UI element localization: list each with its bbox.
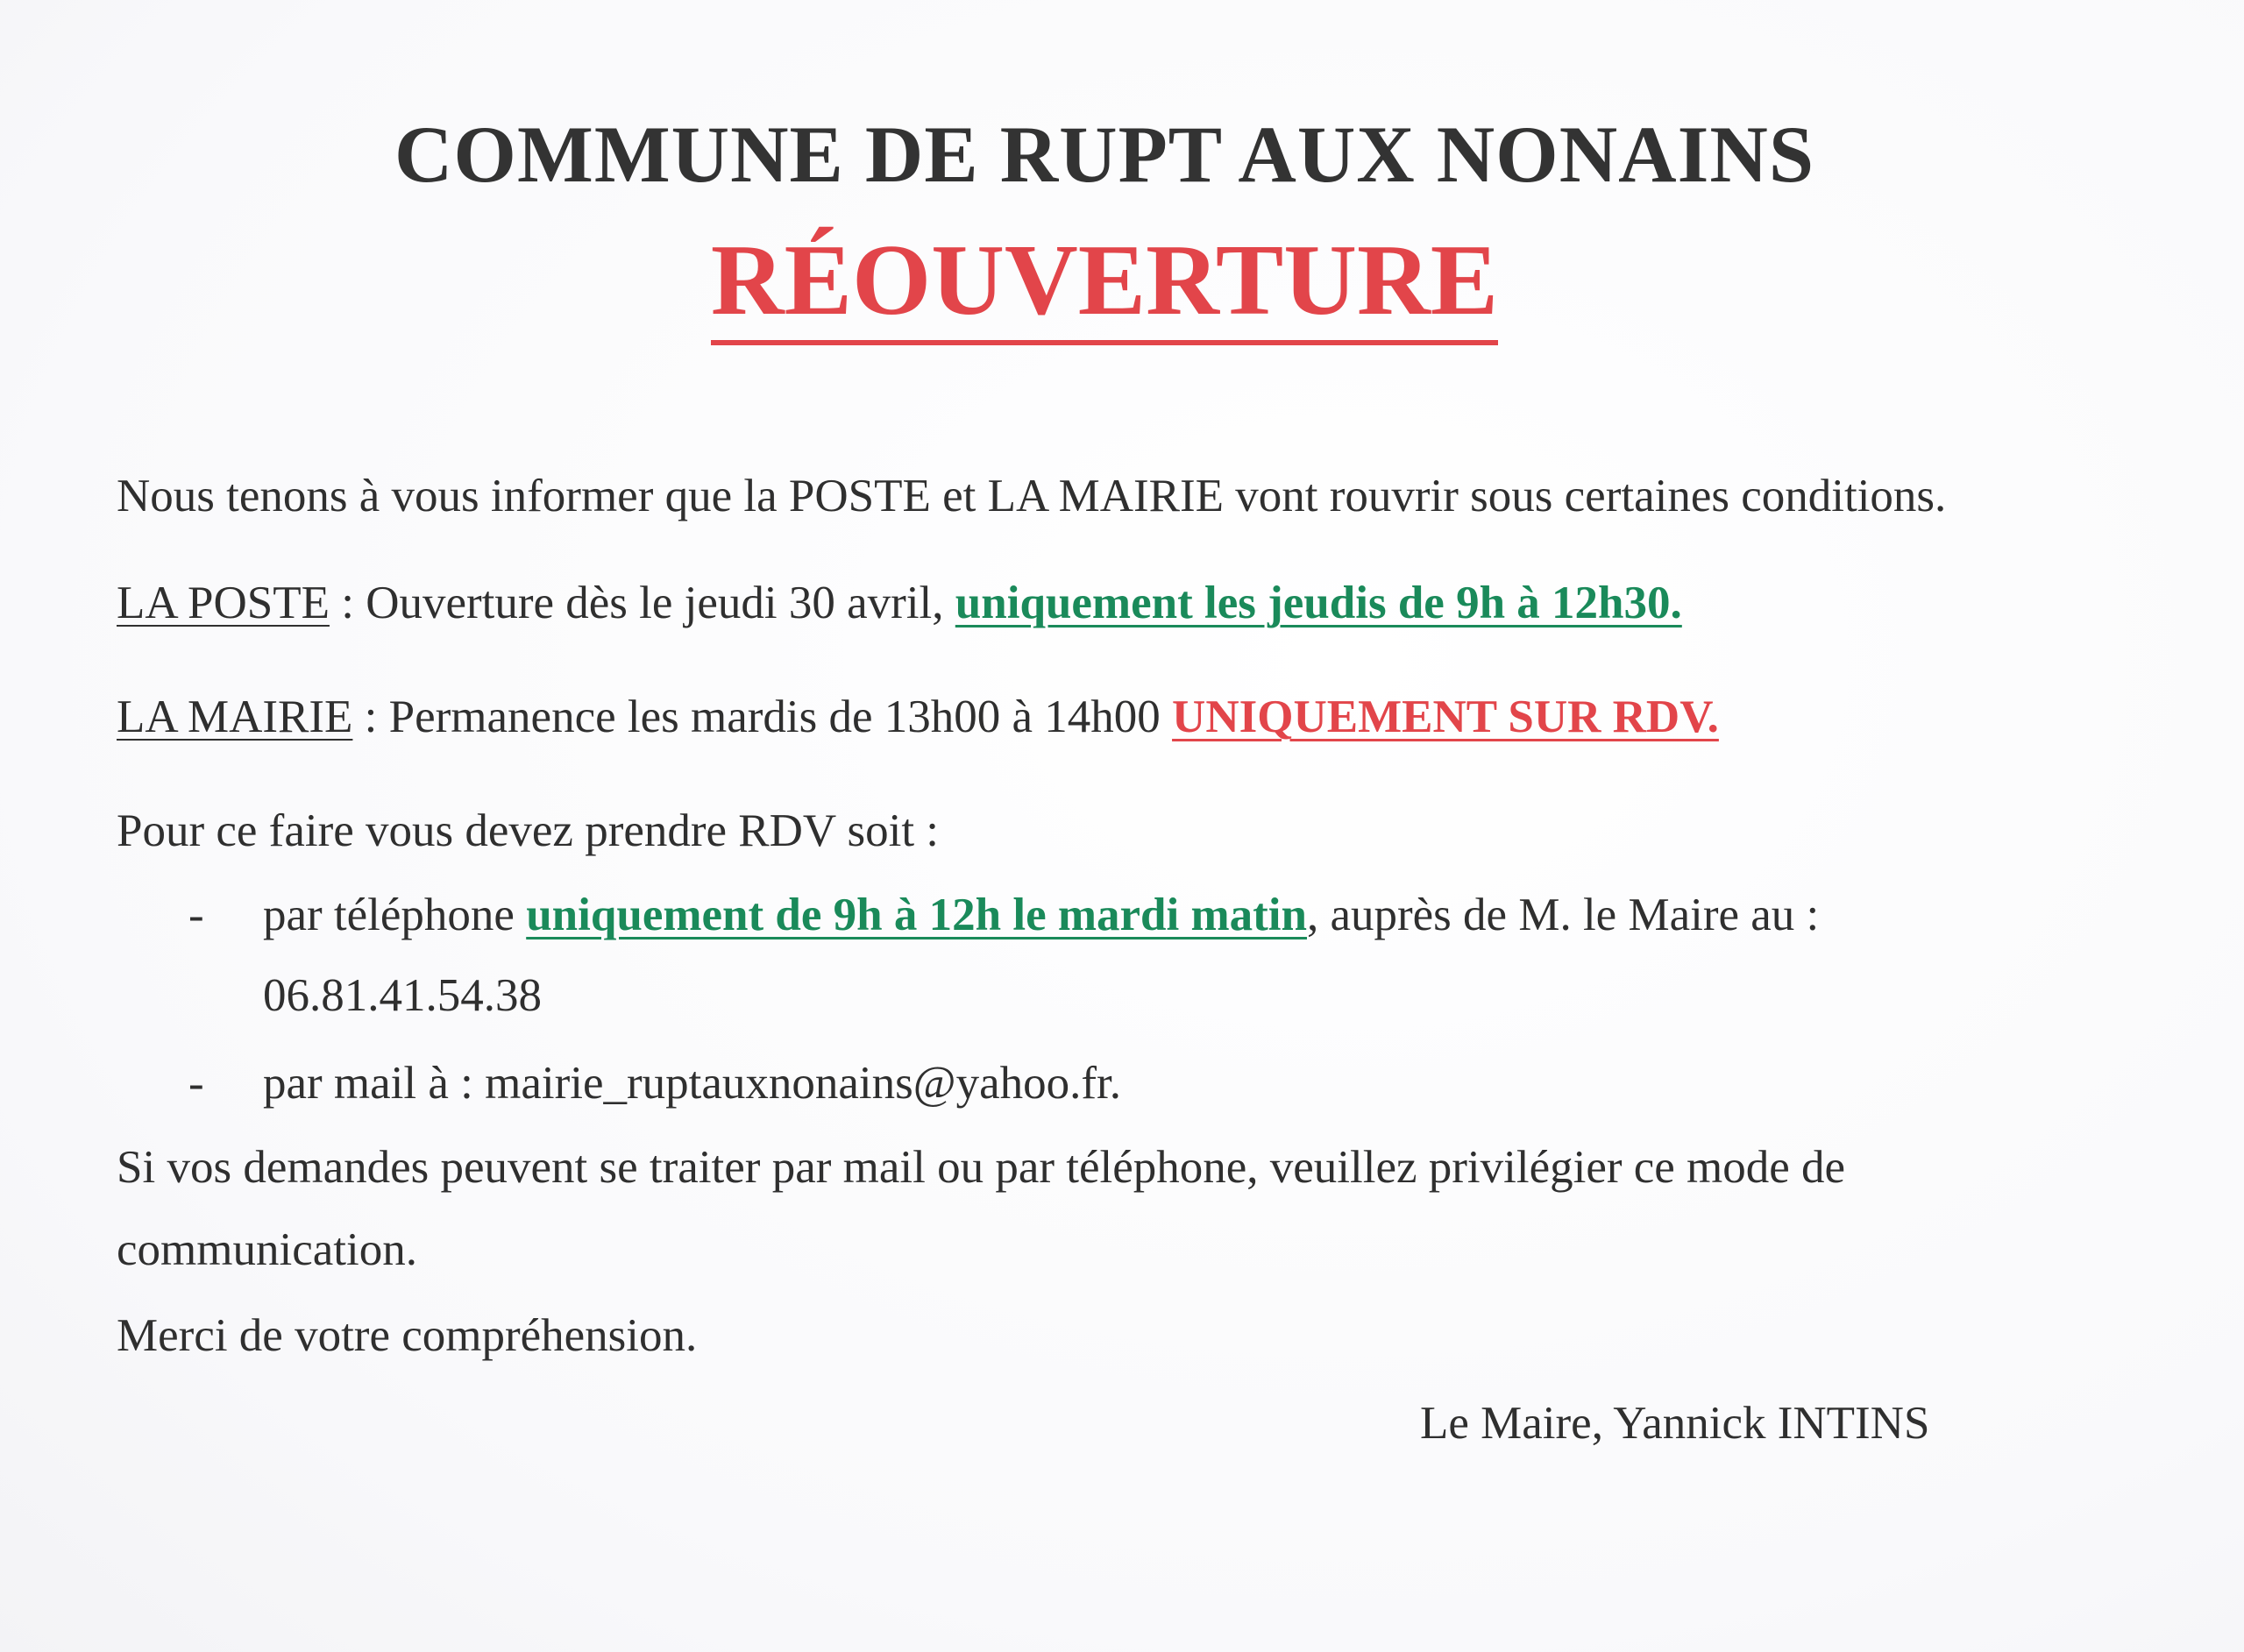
- rdv-intro: Pour ce faire vous devez prendre RDV soit :: [117, 805, 940, 856]
- mairie-rdv-highlight: UNIQUEMENT SUR RDV.: [1172, 691, 1719, 742]
- poste-hours-highlight: uniquement les jeudis de 9h à 12h30.: [955, 578, 1682, 628]
- mairie-separator: :: [352, 691, 389, 742]
- phone-item: [263, 892, 1819, 939]
- poste-separator: :: [329, 578, 366, 628]
- closing-line-1: Si vos demandes peuvent se traiter par mail ou par téléphone, veuillez privilégier ce mode de: [117, 1142, 1846, 1193]
- bullet-dash-phone: -: [188, 890, 204, 940]
- mail-item: par mail à : mairie_ruptauxnonains@yahoo.fr.: [263, 1058, 1121, 1109]
- document-subtitle: [0, 224, 2209, 337]
- phone-number: 06.81.41.54.38: [263, 970, 542, 1021]
- poste-text: Ouverture dès le jeudi 30 avril,: [366, 578, 955, 628]
- subtitle-text: RÉOUVERTURE: [711, 224, 1498, 345]
- document-title: COMMUNE DE RUPT AUX NONAINS: [394, 110, 1815, 199]
- thanks-line: Merci de votre compréhension.: [117, 1310, 698, 1361]
- intro-paragraph: Nous tenons à vous informer que la POSTE et LA MAIRIE vont rouvrir sous certaines conditions.: [117, 471, 1947, 521]
- phone-prefix: par téléphone: [263, 890, 527, 940]
- mairie-text: Permanence les mardis de 13h00 à 14h00: [388, 691, 1173, 742]
- poste-label: LA POSTE: [117, 578, 330, 628]
- mairie-label: LA MAIRIE: [117, 691, 353, 742]
- poste-line: [117, 580, 1682, 627]
- bullet-dash-mail: -: [188, 1058, 204, 1109]
- closing-line-2: communication.: [117, 1224, 417, 1275]
- mairie-line: [117, 691, 1719, 742]
- phone-hours-highlight: uniquement de 9h à 12h le mardi matin: [526, 890, 1307, 940]
- phone-suffix: , auprès de M. le Maire au :: [1306, 890, 1820, 940]
- signature: Le Maire, Yannick INTINS: [1420, 1398, 1930, 1449]
